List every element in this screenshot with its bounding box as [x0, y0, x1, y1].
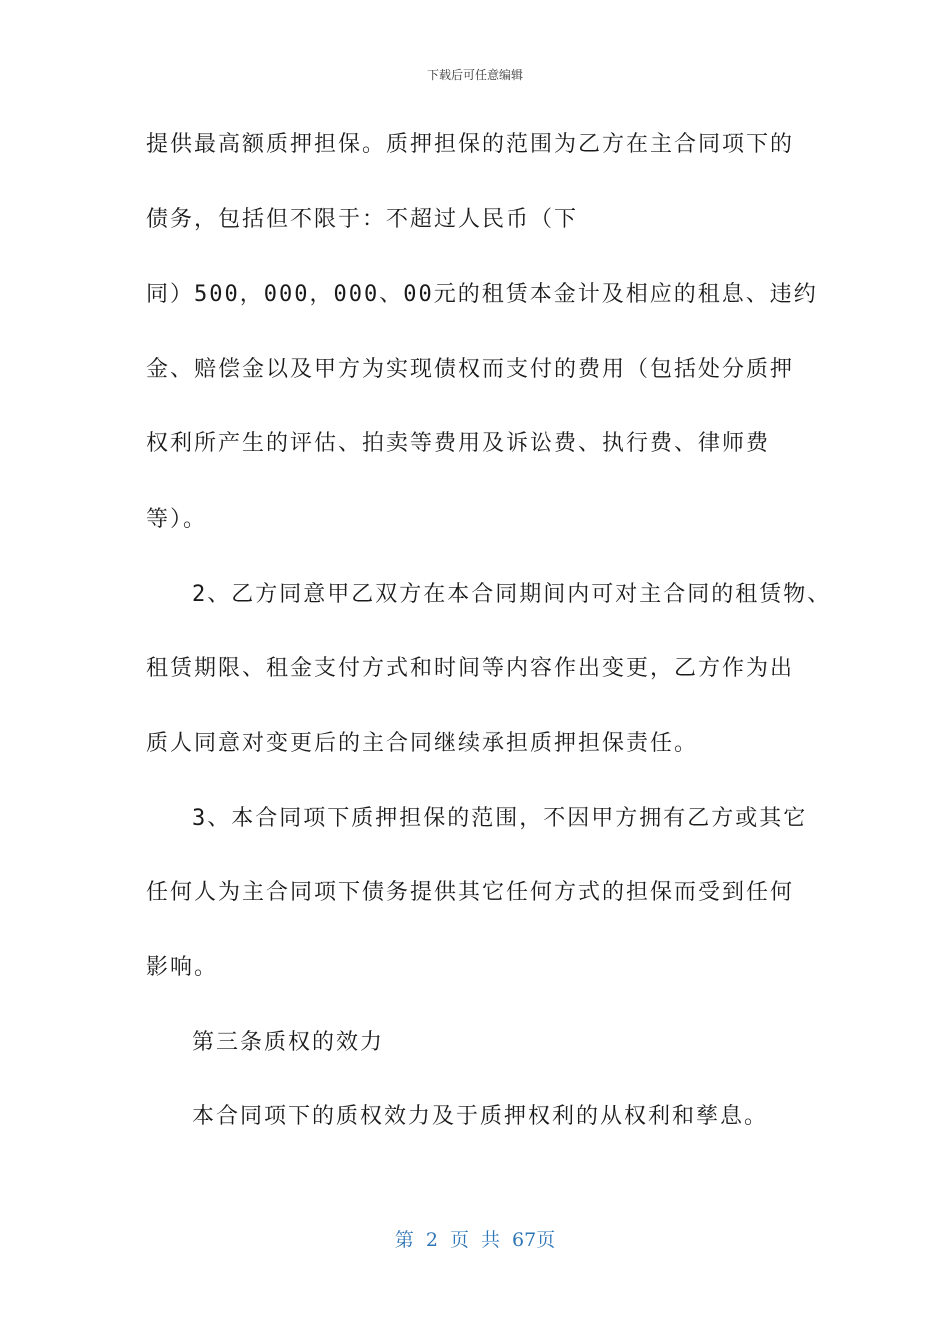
- text-line: 本合同项下的质权效力及于质押权利的从权利和孳息。: [192, 1104, 769, 1129]
- text-line: 等）。: [146, 507, 208, 532]
- text-line: 权利所产生的评估、拍卖等费用及诉讼费、执行费、律师费: [146, 431, 771, 456]
- text-line: 质人同意对变更后的主合同继续承担质押担保责任。: [146, 731, 699, 756]
- text-line: 债务，包括但不限于：不超过人民币（下: [146, 207, 579, 232]
- header-note: 下载后可任意编辑: [426, 68, 523, 82]
- paragraph-2-first-line: 2、乙方同意甲乙双方在本合同期间内可对主合同的租赁物、: [192, 582, 832, 607]
- text-line: 影响。: [146, 955, 219, 980]
- text-line: 租赁期限、租金支付方式和时间等内容作出变更，乙方作为出: [146, 656, 795, 681]
- paragraph-3-first-line: 3、本合同项下质押担保的范围，不因甲方拥有乙方或其它: [192, 806, 808, 831]
- section-heading: 第三条质权的效力: [192, 1030, 385, 1055]
- text-line: 金、赔偿金以及甲方为实现债权而支付的费用（包括处分质押: [146, 357, 795, 382]
- text-line: 同）500，000，000、00元的租赁本金计及相应的租息、违约: [146, 282, 818, 307]
- text-line: 提供最高额质押担保。质押担保的范围为乙方在主合同项下的: [146, 132, 795, 157]
- page-number: 第 2 页 共 67页: [394, 1229, 556, 1251]
- text-line: 任何人为主合同项下债务提供其它任何方式的担保而受到任何: [146, 880, 795, 905]
